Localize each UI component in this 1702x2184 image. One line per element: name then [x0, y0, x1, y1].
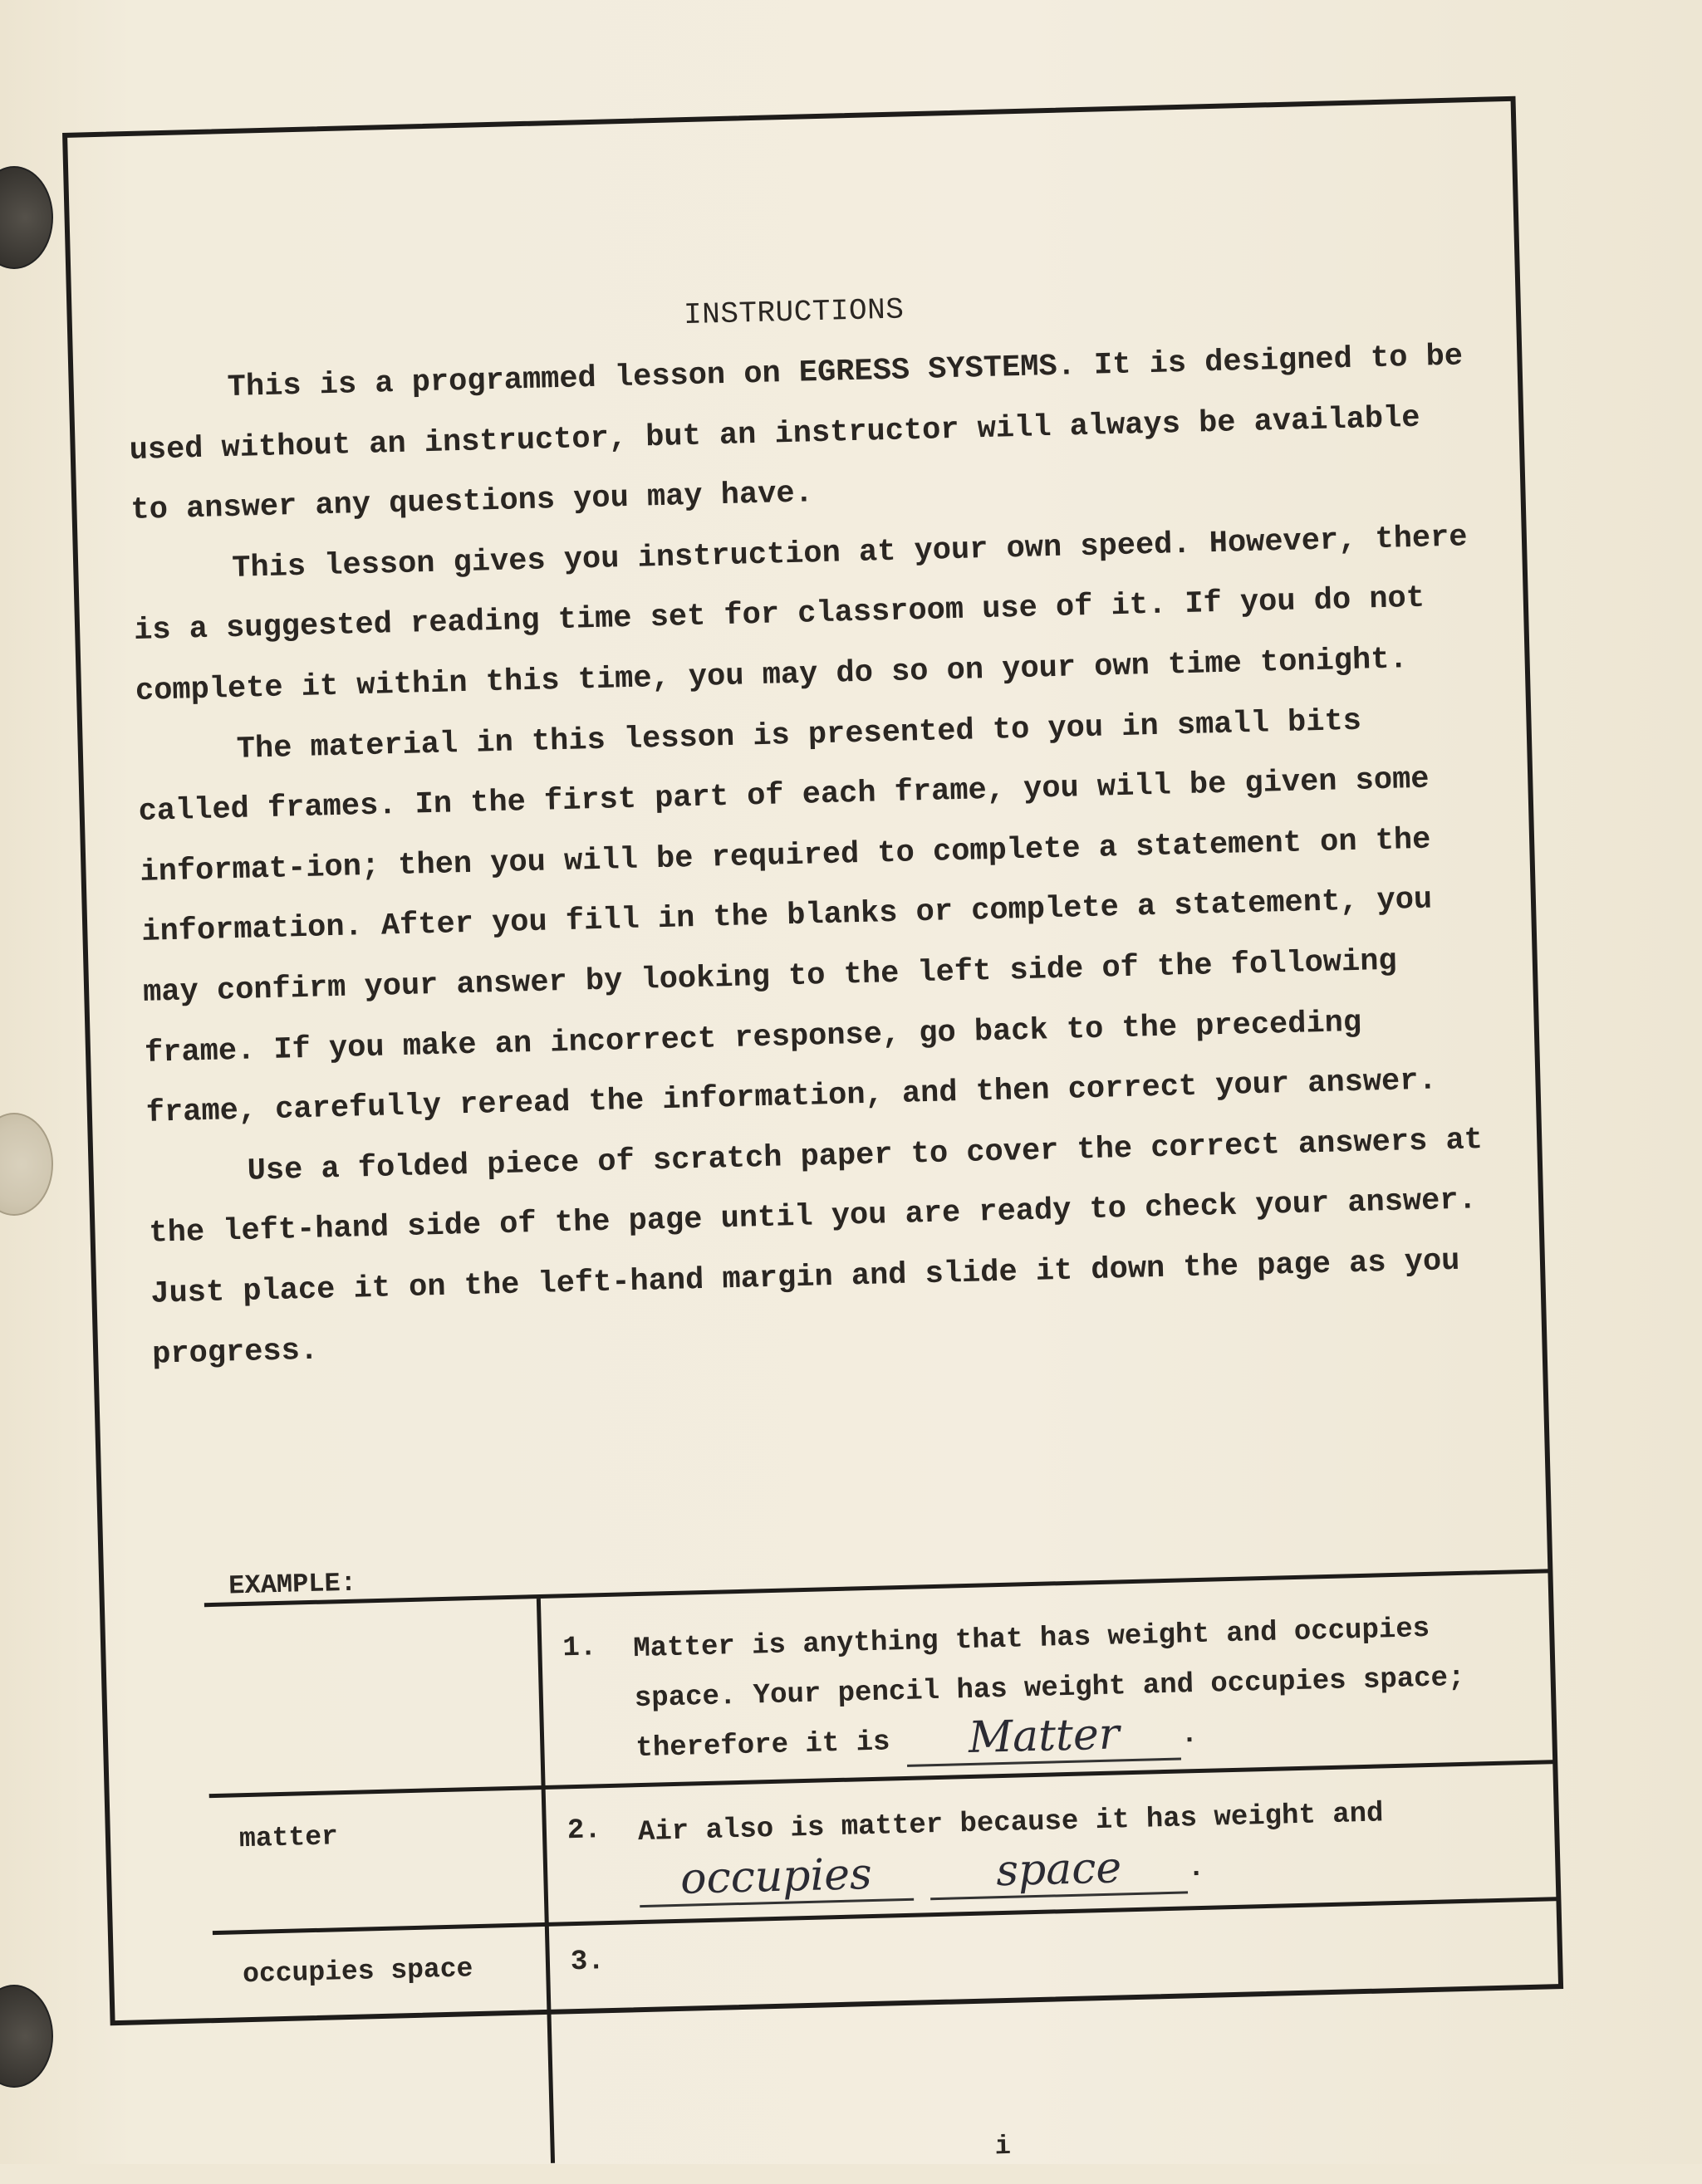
frame-number-3: 3.: [570, 1946, 606, 1979]
column-divider: [537, 1599, 555, 2163]
answer-blank-2b[interactable]: [929, 1843, 1188, 1900]
answer-cell-2: matter: [238, 1821, 339, 1855]
example-label: EXAMPLE:: [228, 1567, 357, 1602]
frame-1-text: Matter is anything that has weight and occupies space. Your pencil has weight and occupies space; therefore it is: [632, 1613, 1465, 1765]
row-divider-2: [213, 1897, 1560, 1935]
answer-cell-3: occupies space: [242, 1953, 473, 1991]
page-number: i: [994, 2130, 1012, 2162]
frame-1-period: .: [1180, 1719, 1199, 1751]
bordered-frame: [62, 96, 1563, 2162]
answer-blank-1[interactable]: [906, 1709, 1181, 1767]
binder-hole-top: [0, 166, 53, 269]
binder-hole-middle: [0, 1113, 53, 1216]
frame-text-2: [637, 1785, 1537, 1907]
binder-hole-bottom: [0, 1985, 53, 2088]
paragraph-2: This lesson gives you instruction at your own speed. However, there is a suggested reading time set for classroom use of it. If you do not complete it within this time, you may do so on your own time tonight.: [133, 520, 1469, 709]
instructions-body: [127, 326, 1498, 1385]
frame-number-1: 1.: [562, 1632, 597, 1665]
paragraph-3: The material in this lesson is presented to you in small bits called frames. In the first part of each frame, you will be given some informat-ion; then you will be required to complete a statement on the information. After you fill in the blanks or complete a statement, you may confirm your answer by looking to the left side of the following frame. If you make an incorrect response, go back to the preceding frame, carefully reread the information, and then correct your answer.: [138, 703, 1438, 1131]
answer-blank-2a[interactable]: [639, 1849, 914, 1907]
handwritten-answer-2b: space: [995, 1843, 1122, 1897]
frame-2-text: Air also is matter because it has weight and: [637, 1798, 1384, 1849]
example-frames-table: [204, 1569, 1566, 2172]
frame-text-1: [633, 1602, 1533, 1774]
paragraph-1: This is a programmed lesson on EGRESS SYSTEMS. It is designed to be used without an instructor, but an instructor will always be available to answer any questions you may have.: [129, 339, 1464, 529]
paragraph-4: Use a folded piece of scratch paper to cover the correct answers at the left-hand side of the page until you are ready to check your answer. Just place it on the left-hand margin and slide it down the page as you progress.: [149, 1122, 1484, 1373]
page-title: INSTRUCTIONS: [683, 292, 905, 333]
handwritten-answer-2a: occupies: [679, 1849, 873, 1904]
frame-number-2: 2.: [567, 1814, 602, 1848]
frame-2-period: .: [1187, 1852, 1205, 1885]
handwritten-answer-1: Matter: [968, 1709, 1121, 1764]
